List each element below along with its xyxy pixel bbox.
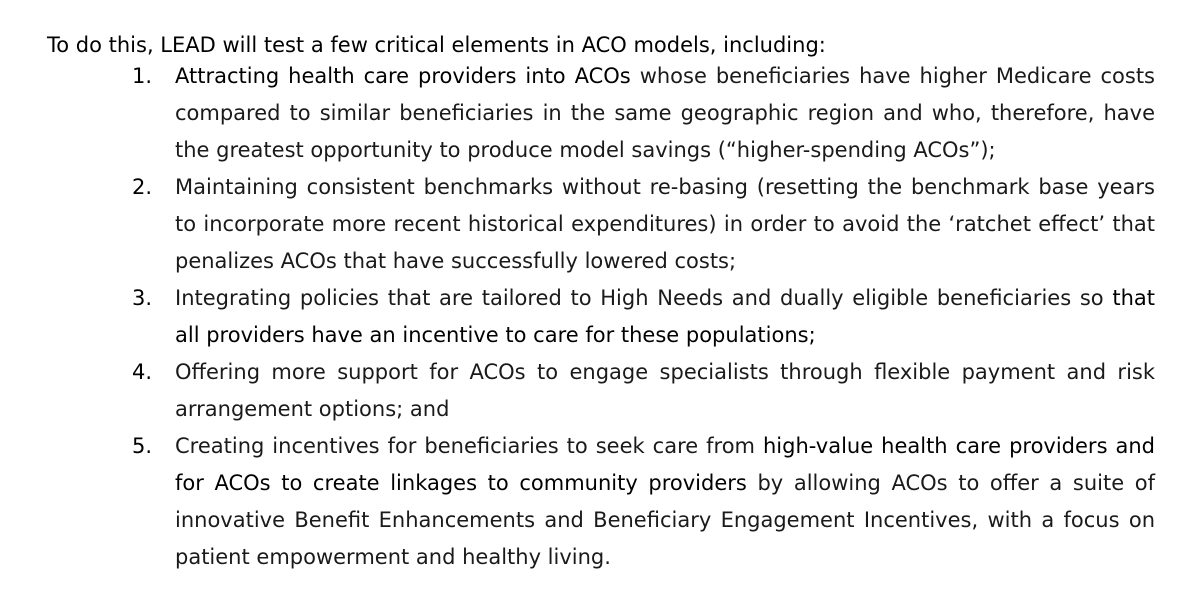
list-item	[0, 428, 1200, 576]
list-item-number: 4.	[132, 360, 153, 384]
list-item-number: 2.	[132, 175, 153, 199]
list-item-text	[175, 169, 1155, 280]
list-item	[0, 280, 1200, 354]
emphasized-text: that all providers have an incentive to care for these populations;	[175, 286, 1155, 347]
body-text: Integrating policies that are tailored to High Needs and dually eligible beneficiaries so	[175, 286, 1113, 310]
body-text: by allowing ACOs to offer a suite of innovative Benefit Enhancements and Beneficiary Engagement Incentives, with a focus on patient empowerment and healthy living.	[175, 471, 1155, 569]
numbered-list	[0, 58, 1200, 576]
body-text: Creating incentives for beneficiaries to seek care from	[175, 434, 763, 458]
list-item-number: 1.	[132, 64, 153, 88]
list-item	[0, 58, 1200, 169]
list-item-number: 5.	[132, 434, 153, 458]
list-item-text	[175, 280, 1155, 354]
list-item-text	[175, 58, 1155, 169]
list-item-text	[175, 428, 1155, 576]
list-item-text	[175, 354, 1155, 428]
emphasized-text: Attracting health care providers into ACOs	[175, 64, 631, 88]
list-item-number: 3.	[132, 286, 153, 310]
list-item	[0, 169, 1200, 280]
intro-paragraph: To do this, LEAD will test a few critical elements in ACO models, including:	[47, 33, 826, 57]
emphasized-text: high-value health care providers and for ACOs to create linkages to community providers	[175, 434, 1155, 495]
body-text: whose beneficiaries have higher Medicare costs compared to similar beneficiaries in the same geographic region and who, therefore, have the greatest opportunity to produce model savings (“higher-spending ACOs”);	[175, 64, 1156, 162]
body-text: Maintaining consistent benchmarks without re-basing (resetting the benchmark base years to incorporate more recent historical expenditures) in order to avoid the ‘ratchet effect’ that penalizes ACOs that have successfully lowered costs;	[175, 175, 1155, 273]
body-text: Offering more support for ACOs to engage specialists through flexible payment and risk arrangement options; and	[175, 360, 1155, 421]
list-item	[0, 354, 1200, 428]
